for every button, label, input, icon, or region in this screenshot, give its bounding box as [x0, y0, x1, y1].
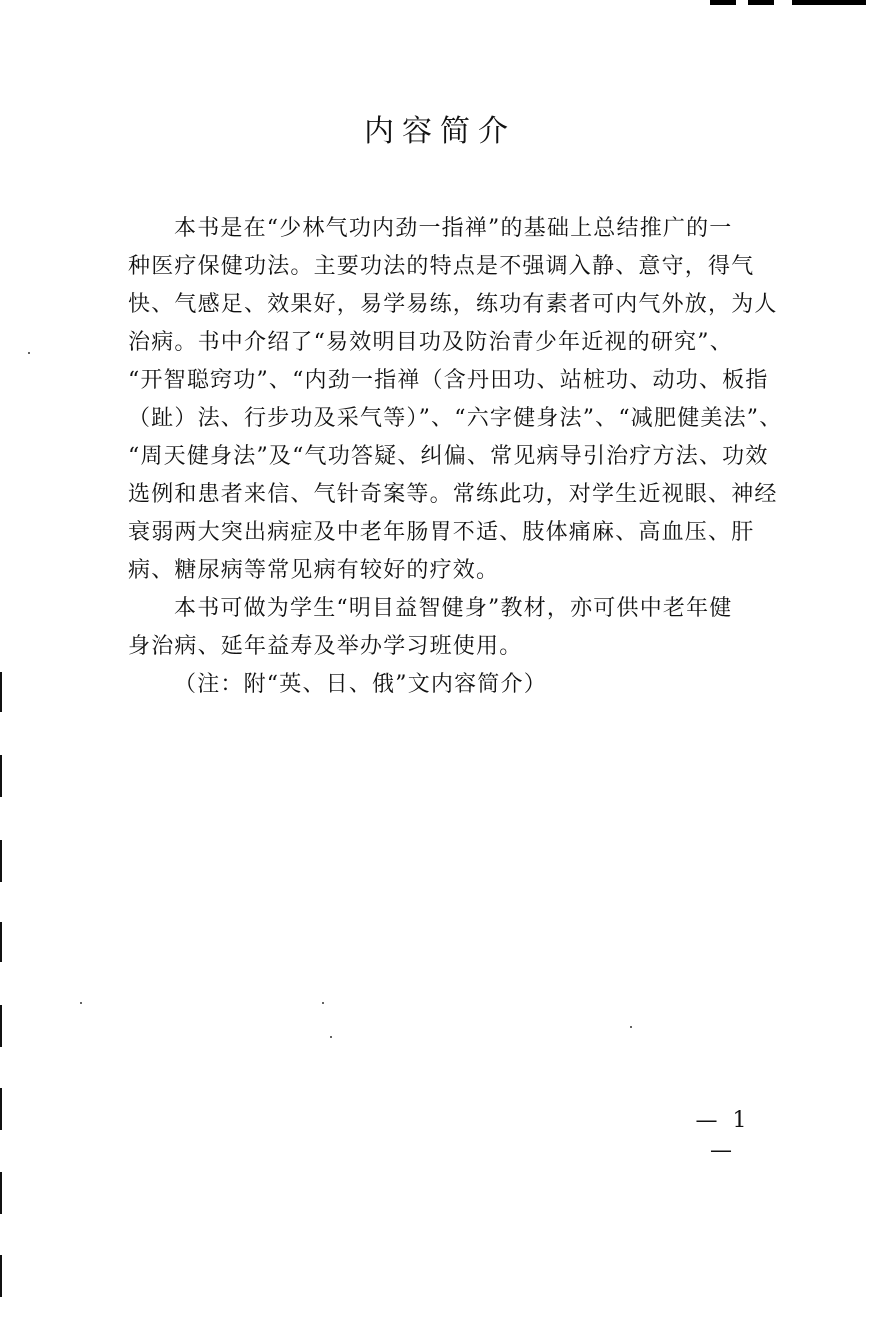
page-title: 内容简介: [364, 114, 516, 149]
paragraph-3-note: [128, 666, 794, 704]
scan-speck: [330, 1036, 332, 1038]
top-edge-scan-marks: [700, 0, 880, 10]
text-line: 衰弱两大突出病症及中老年肠胃不适、肢体痛麻、高血压、肝: [128, 520, 755, 545]
text-line: 治病。书中介绍了“易效明目功及防治青少年近视的研究”、: [128, 330, 733, 355]
text-line: “开智聪窍功”、“内劲一指禅（含丹田功、站桩功、动功、板指: [128, 368, 769, 393]
scan-speck: [630, 1026, 632, 1028]
scan-speck: [80, 1002, 82, 1004]
text-line: “周天健身法”及“气功答疑、纠偏、常见病导引治疗方法、功效: [128, 444, 769, 469]
text-line: （注：附“英、日、俄”文内容简介）: [174, 672, 547, 697]
text-line: 本书可做为学生“明目益智健身”教材，亦可供中老年健: [174, 596, 733, 621]
text-line: 病、糖尿病等常见病有较好的疗效。: [128, 558, 500, 583]
text-line: 身治病、延年益寿及举办学习班使用。: [128, 634, 523, 659]
paragraph-2: [128, 590, 794, 666]
scan-speck: [28, 352, 30, 354]
body-text: [128, 210, 794, 704]
text-line: （趾）法、行步功及采气等）”、“六字健身法”、“减肥健美法”、: [128, 406, 783, 431]
text-line: 快、气感足、效果好，易学易练，练功有素者可内气外放，为人: [128, 292, 778, 317]
page-number: — 1 —: [695, 1108, 751, 1163]
text-line: 种医疗保健功法。主要功法的特点是不强调入静、意守，得气: [128, 254, 755, 279]
text-line: 选例和患者来信、气针奇案等。常练此功，对学生近视眼、神经: [128, 482, 778, 507]
paragraph-1: [128, 210, 794, 590]
scan-speck: [322, 1002, 324, 1004]
text-line: 本书是在“少林气功内劲一指禅”的基础上总结推广的一: [174, 216, 733, 241]
